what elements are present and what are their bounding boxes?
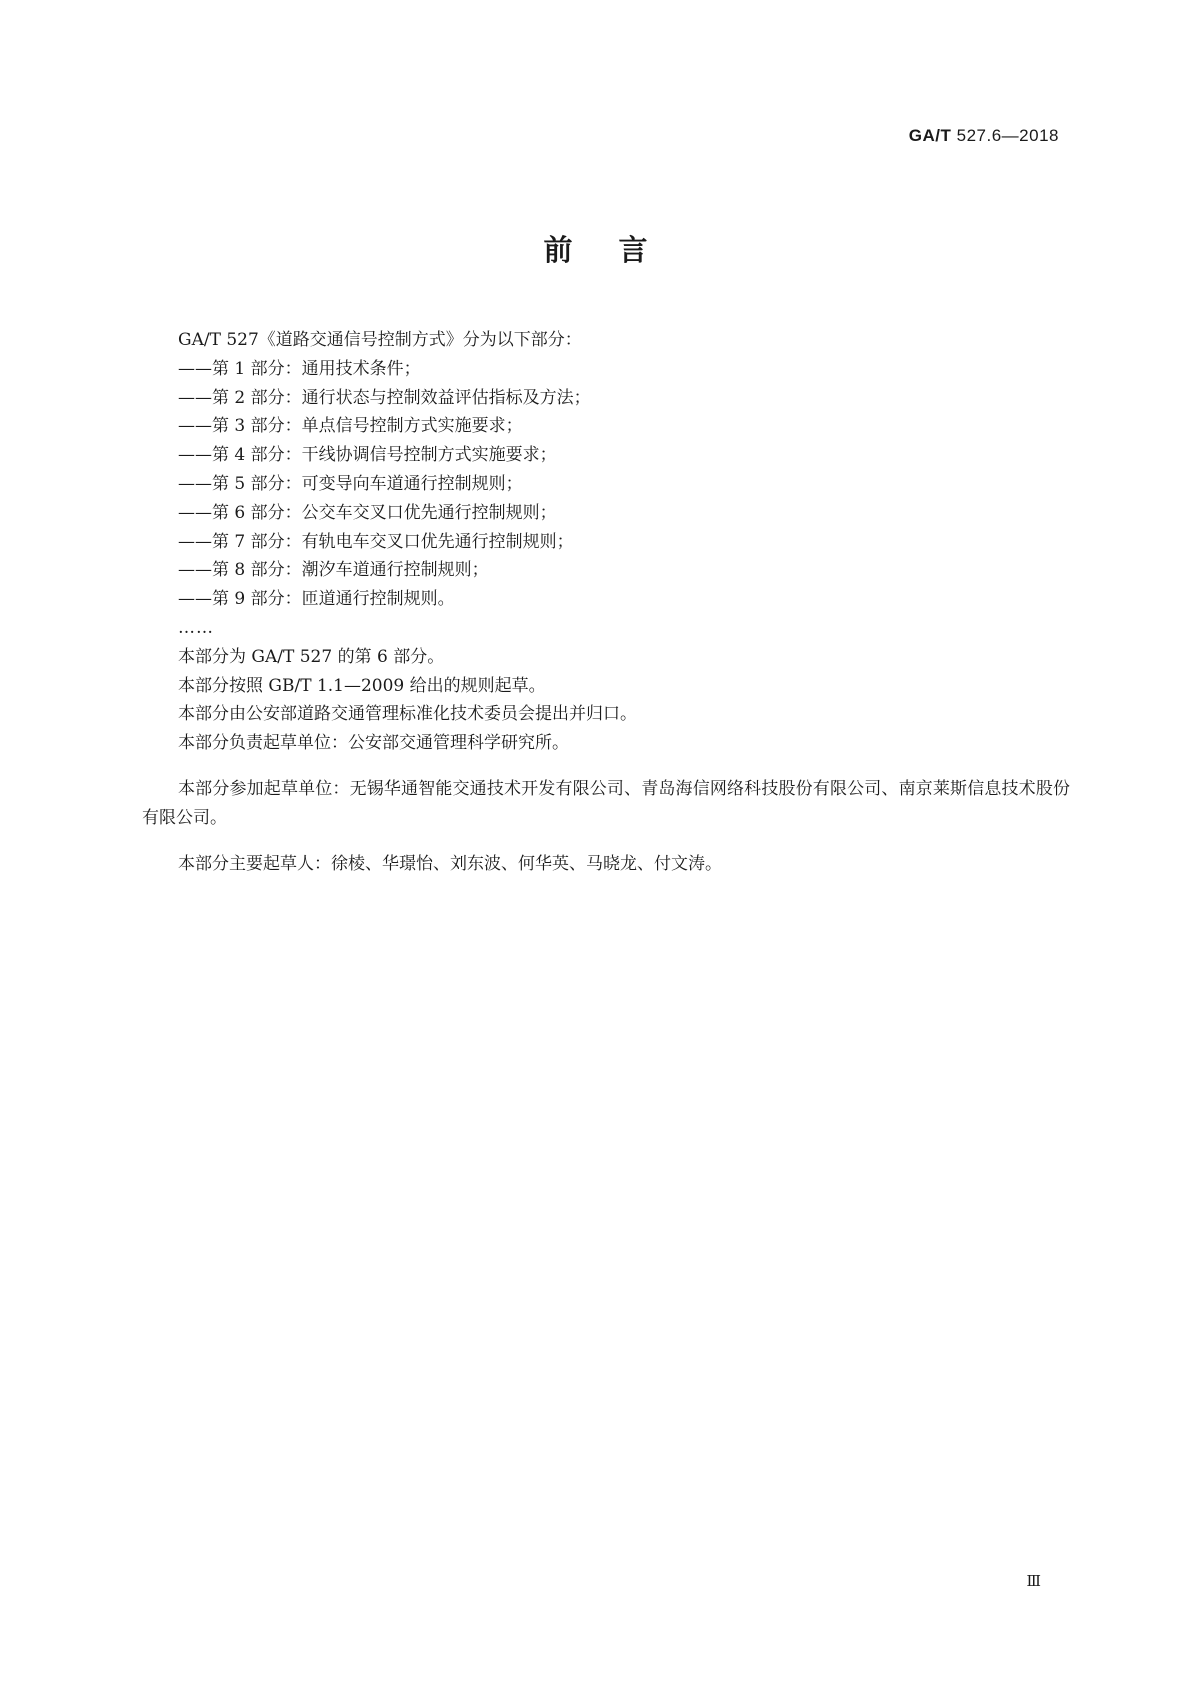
foreword-body (142, 326, 1070, 878)
part-4-item: ——第 4 部分：干线协调信号控制方式实施要求； (178, 445, 557, 466)
intro-line: GA/T 527《道路交通信号控制方式》分为以下部分： (178, 330, 582, 350)
part-1-item: ——第 1 部分：通用技术条件； (178, 358, 421, 379)
statement-main-drafters: 本部分主要起草人：徐棱、华璟怡、刘东波、何华英、马晓龙、付文涛。 (178, 853, 722, 874)
standard-code (909, 126, 1059, 146)
statement-participating-units: 本部分参加起草单位：无锡华通智能交通技术开发有限公司、青岛海信网络科技股份有限公司、南京莱斯信息技术股份有限公司。 (142, 778, 1070, 828)
page-title: 前言 (543, 233, 694, 267)
part-8-item: ——第 8 部分：潮汐车道通行控制规则； (178, 560, 489, 581)
part-6-item: ——第 6 部分：公交车交叉口优先通行控制规则； (178, 502, 557, 523)
ellipsis: …… (178, 617, 214, 638)
page-number: Ⅲ (1026, 1574, 1041, 1590)
part-3-item: ——第 3 部分：单点信号控制方式实施要求； (178, 416, 523, 437)
part-5-item: ——第 5 部分：可变导向车道通行控制规则； (178, 473, 523, 494)
statement-responsible-unit: 本部分负责起草单位：公安部交通管理科学研究所。 (178, 733, 569, 754)
standard-prefix: GA/T (908, 126, 952, 145)
statement-part-number: 本部分为 GA/T 527 的第 6 部分。 (178, 646, 445, 667)
part-7-item: ——第 7 部分：有轨电车交叉口优先通行控制规则； (178, 531, 574, 552)
standard-number: 527.6—2018 (951, 126, 1059, 145)
part-9-item: ——第 9 部分：匝道通行控制规则。 (178, 589, 455, 610)
part-2-item: ——第 2 部分：通行状态与控制效益评估指标及方法； (178, 387, 591, 408)
statement-proposer: 本部分由公安部道路交通管理标准化技术委员会提出并归口。 (178, 704, 637, 725)
statement-drafting-rules: 本部分按照 GB/T 1.1—2009 给出的规则起草。 (178, 675, 546, 696)
